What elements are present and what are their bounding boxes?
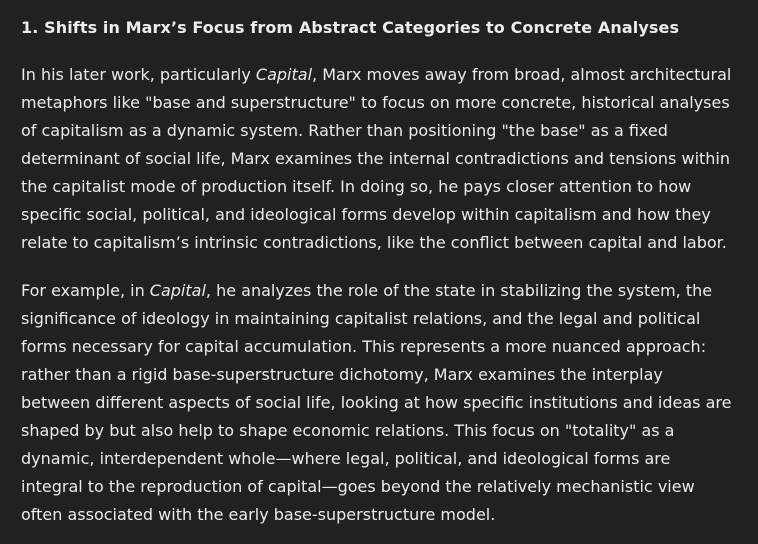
text-run: In his later work, particularly [21,65,256,84]
paragraph-line: determinant of social life, Marx examines the internal contradictions and tensions within [21,149,731,168]
paragraph-line: shaped by but also help to shape economic relations. This focus on "totality" as a [21,421,675,440]
paragraph-line: often associated with the early base-superstructure model. [21,505,496,524]
paragraph-line: significance of ideology in maintaining capitalist relations, and the legal and political [21,309,701,328]
paragraph-line: dynamic, interdependent whole—where legal, political, and ideological forms are [21,449,671,468]
paragraph-example [21,277,737,529]
paragraph-capital-analysis [21,61,737,257]
text-run: , Marx moves away from broad, almost architectural [312,65,732,84]
paragraph-line: rather than a rigid base-superstructure dichotomy, Marx examines the interplay [21,365,663,384]
paragraph-line: integral to the reproduction of capital—goes beyond the relatively mechanistic view [21,477,695,496]
paragraph-line: specific social, political, and ideological forms develop within capitalism and how they [21,205,711,224]
paragraph-line: of capitalism as a dynamic system. Rather than positioning "the base" as a fixed [21,121,668,140]
text-run: , he analyzes the role of the state in stabilizing the system, the [205,281,713,300]
book-title-capital: Capital [149,281,206,300]
paragraph-line: relate to capitalism’s intrinsic contradictions, like the conflict between capital and labor. [21,233,727,252]
paragraph-line: between different aspects of social life, looking at how specific institutions and ideas are [21,393,732,412]
paragraph-line: forms necessary for capital accumulation. This represents a more nuanced approach: [21,337,707,356]
section-heading: 1. Shifts in Marx’s Focus from Abstract Categories to Concrete Analyses [21,18,680,37]
paragraph-line [21,277,737,305]
paragraph-line [21,61,737,89]
book-title-capital: Capital [255,65,313,84]
text-run: For example, in [21,281,150,300]
paragraph-line: metaphors like "base and superstructure" to focus on more concrete, historical analyses [21,93,730,112]
paragraph-line: the capitalist mode of production itself. In doing so, he pays closer attention to how [21,177,692,196]
